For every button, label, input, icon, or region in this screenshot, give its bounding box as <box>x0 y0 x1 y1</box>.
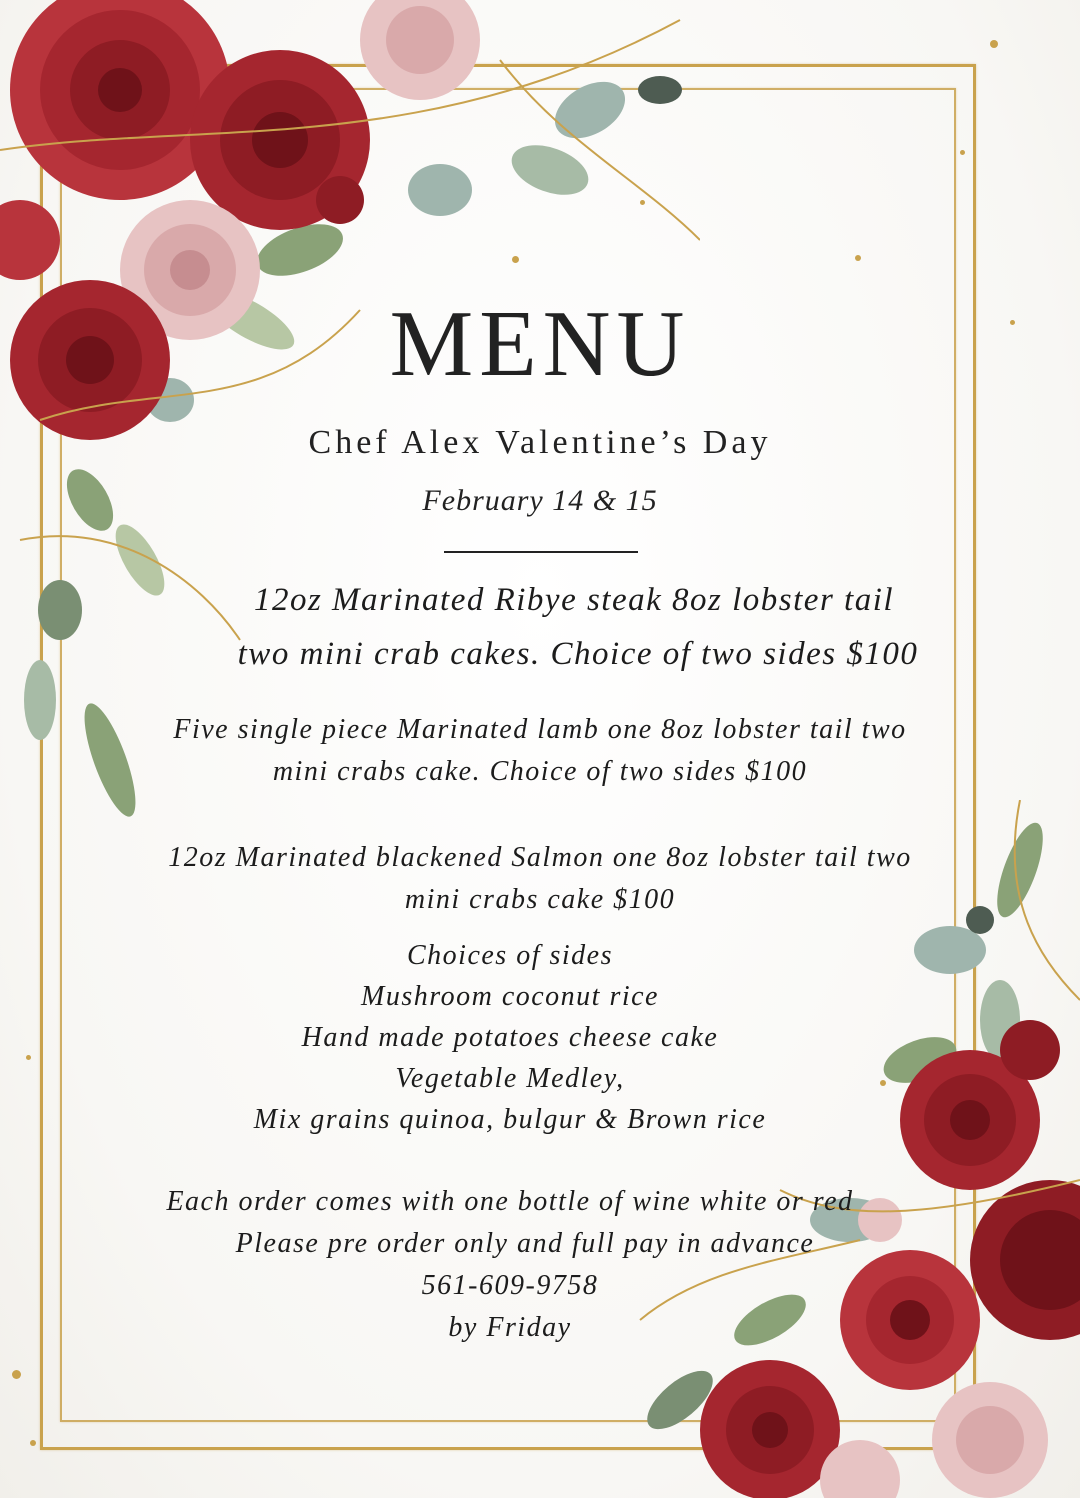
menu-item-2-line-2: mini crabs cake. Choice of two sides $100 <box>272 756 808 787</box>
sides-heading: Choices of sides <box>407 940 613 971</box>
menu-item-1-line-1: 12oz Marinated Ribye steak 8oz lobster tail <box>253 582 895 618</box>
footer-wine-note: Each order comes with one bottle of wine white or red <box>166 1186 854 1217</box>
order-deadline: by Friday <box>448 1312 572 1343</box>
menu-item-1-line-2: two mini crab cakes. Choice of two sides $100 <box>237 636 919 672</box>
side-option: Hand made potatoes cheese cake <box>301 1022 719 1053</box>
menu-subtitle: Chef Alex Valentine’s Day <box>308 424 772 461</box>
side-option: Vegetable Medley, <box>395 1063 625 1094</box>
divider <box>444 551 638 553</box>
menu-item-2-line-1: Five single piece Marinated lamb one 8oz lobster tail two <box>173 714 907 745</box>
side-option: Mushroom coconut rice <box>361 981 659 1012</box>
footer-preorder-note: Please pre order only and full pay in advance <box>235 1228 815 1259</box>
menu-item-3-line-2: mini crabs cake $100 <box>404 884 676 915</box>
phone-number: 561-609-9758 <box>421 1270 599 1301</box>
side-option: Mix grains quinoa, bulgur & Brown rice <box>253 1104 767 1135</box>
menu-item-3-line-1: 12oz Marinated blackened Salmon one 8oz lobster tail two <box>168 842 912 873</box>
menu-title: MENU <box>389 292 691 396</box>
event-date: February 14 & 15 <box>422 484 658 517</box>
